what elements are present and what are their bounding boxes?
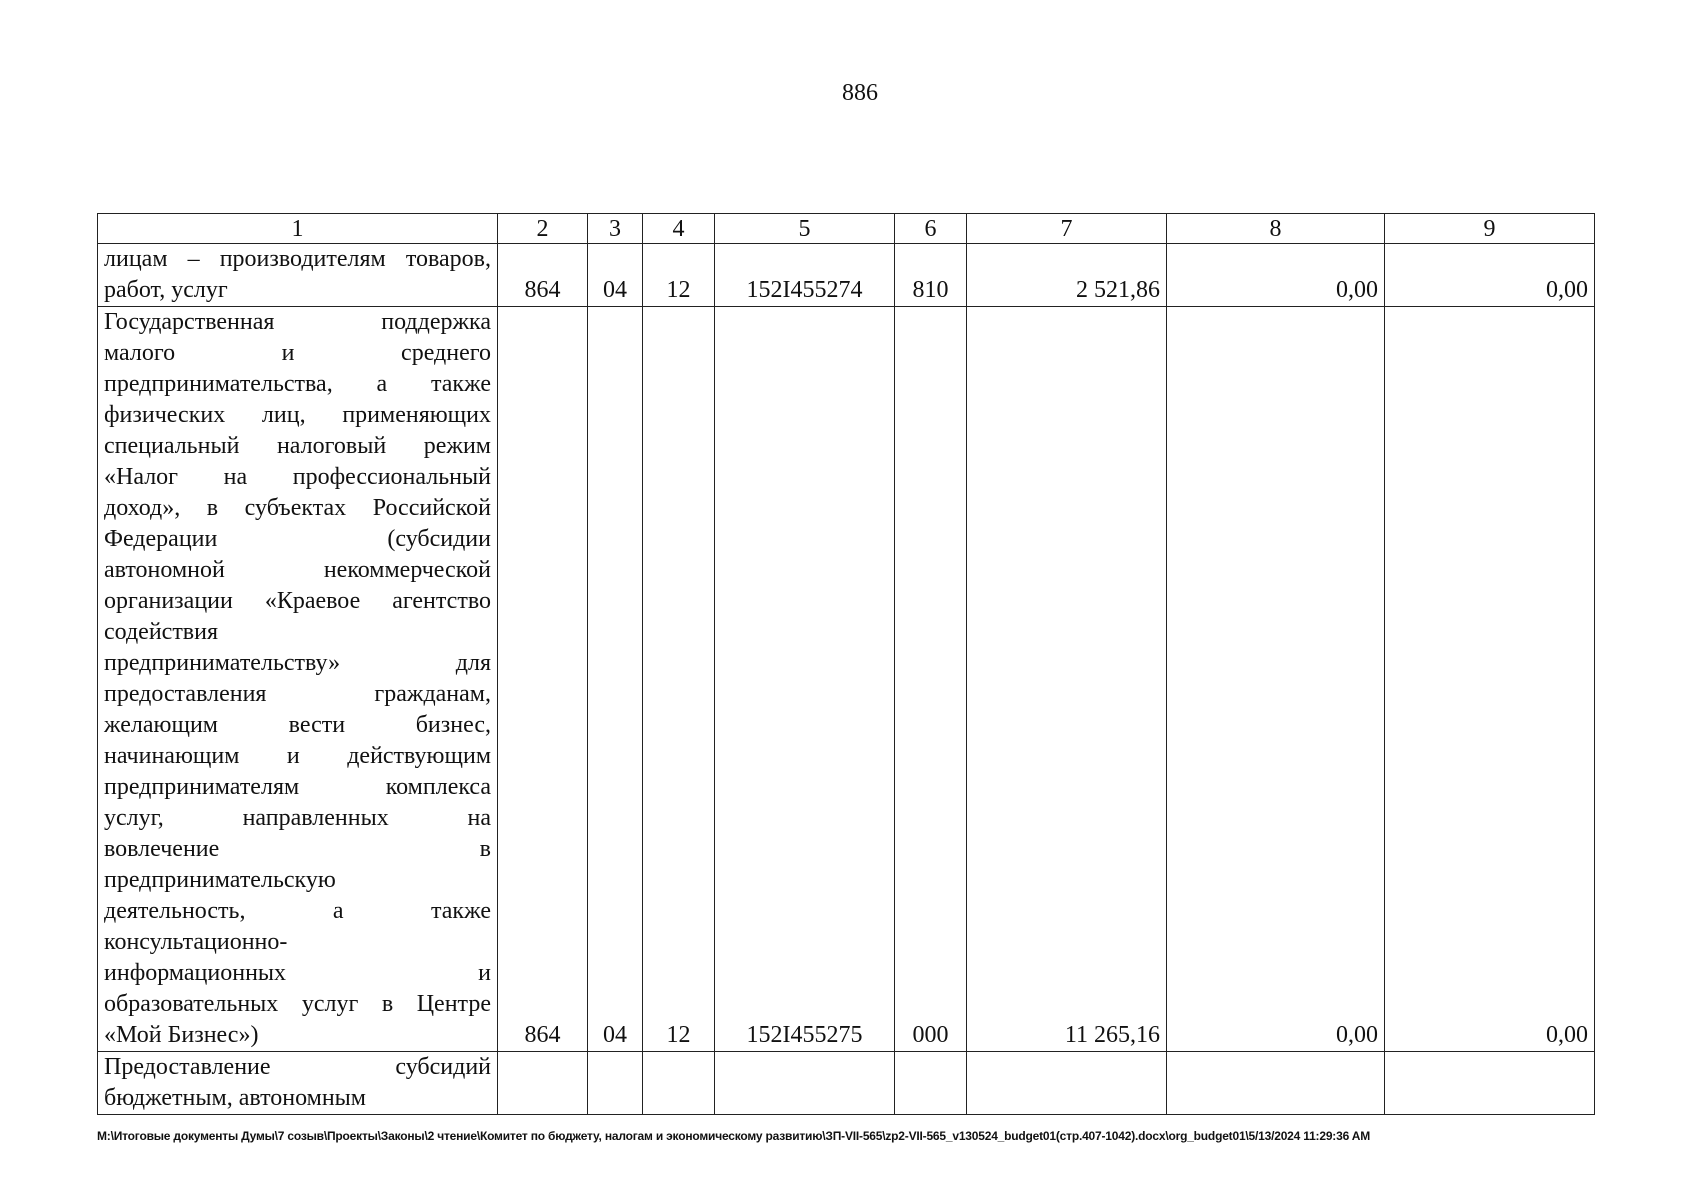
description-line: организации «Краевое агентство [104, 588, 491, 614]
description-line: Предоставление субсидий [104, 1054, 491, 1080]
description-line: деятельность, а также [104, 898, 491, 924]
cell-vr [895, 1052, 967, 1115]
table-row [98, 307, 1595, 1052]
description-line: желающим вести бизнес, [104, 712, 491, 738]
cell-amount-8: 0,00 [1167, 307, 1385, 1052]
cell-rz: 04 [588, 307, 643, 1052]
row-description [98, 307, 498, 1052]
col-header: 5 [715, 214, 895, 244]
description-line: доход», в субъектах Российской [104, 495, 491, 521]
cell-pr [643, 1052, 715, 1115]
cell-amount-7: 2 521,86 [967, 244, 1167, 307]
description-line: работ, услуг [104, 277, 228, 303]
description-line: специальный налоговый режим [104, 433, 491, 459]
description-line: лицам – производителям товаров, [104, 246, 491, 272]
description-line: вовлечение в [104, 836, 491, 862]
description-line: бюджетным, автономным [104, 1085, 366, 1111]
cell-pr: 12 [643, 307, 715, 1052]
page-number: 886 [842, 80, 878, 106]
cell-vr: 810 [895, 244, 967, 307]
cell-rz [588, 1052, 643, 1115]
description-line: услуг, направленных на [104, 805, 491, 831]
description-line: физических лиц, применяющих [104, 402, 491, 428]
cell-pr: 12 [643, 244, 715, 307]
cell-amount-8 [1167, 1052, 1385, 1115]
cell-vr: 000 [895, 307, 967, 1052]
description-line: начинающим и действующим [104, 743, 491, 769]
cell-ved [498, 1052, 588, 1115]
cell-amount-7: 11 265,16 [967, 307, 1167, 1052]
col-header: 2 [498, 214, 588, 244]
row-description [98, 1052, 498, 1115]
description-line: содействия [104, 619, 219, 645]
cell-csr: 152I455275 [715, 307, 895, 1052]
description-line: малого и среднего [104, 340, 491, 366]
description-line: предпринимателям комплекса [104, 774, 491, 800]
cell-csr [715, 1052, 895, 1115]
description-line: информационных и [104, 960, 491, 986]
budget-table [97, 213, 1595, 1115]
description-line: предпринимательства, а также [104, 371, 491, 397]
col-header: 4 [643, 214, 715, 244]
table-header-row [98, 214, 1595, 244]
col-header: 3 [588, 214, 643, 244]
cell-csr: 152I455274 [715, 244, 895, 307]
cell-ved: 864 [498, 307, 588, 1052]
col-header: 1 [98, 214, 498, 244]
col-header: 9 [1385, 214, 1595, 244]
description-line: предпринимательскую [104, 867, 336, 893]
cell-amount-9: 0,00 [1385, 307, 1595, 1052]
description-line: образовательных услуг в Центре [104, 991, 491, 1017]
cell-amount-8: 0,00 [1167, 244, 1385, 307]
description-line: автономной некоммерческой [104, 557, 491, 583]
description-line: Государственная поддержка [104, 309, 491, 335]
cell-amount-7 [967, 1052, 1167, 1115]
description-line: предпринимательству» для [104, 650, 491, 676]
description-line: Федерации (субсидии [104, 526, 491, 552]
description-line: консультационно- [104, 929, 288, 955]
footer-file-path: M:\Итоговые документы Думы\7 созыв\Проекты\Законы\2 чтение\Комитет по бюджету, налогам и экономическому развитию\ЗП-VII-565\zp2-VII-565_v130524_budget01(стр.407-1042).docx\org_budget01\5/13/2024 11:29:36 AM [97, 1129, 1370, 1143]
description-line: предоставления гражданам, [104, 681, 491, 707]
col-header: 6 [895, 214, 967, 244]
cell-rz: 04 [588, 244, 643, 307]
cell-amount-9 [1385, 1052, 1595, 1115]
cell-ved: 864 [498, 244, 588, 307]
col-header: 8 [1167, 214, 1385, 244]
cell-amount-9: 0,00 [1385, 244, 1595, 307]
col-header: 7 [967, 214, 1167, 244]
table-row [98, 244, 1595, 307]
row-description [98, 244, 498, 307]
description-line: «Мой Бизнес») [104, 1022, 259, 1048]
description-line: «Налог на профессиональный [104, 464, 491, 490]
table-row [98, 1052, 1595, 1115]
